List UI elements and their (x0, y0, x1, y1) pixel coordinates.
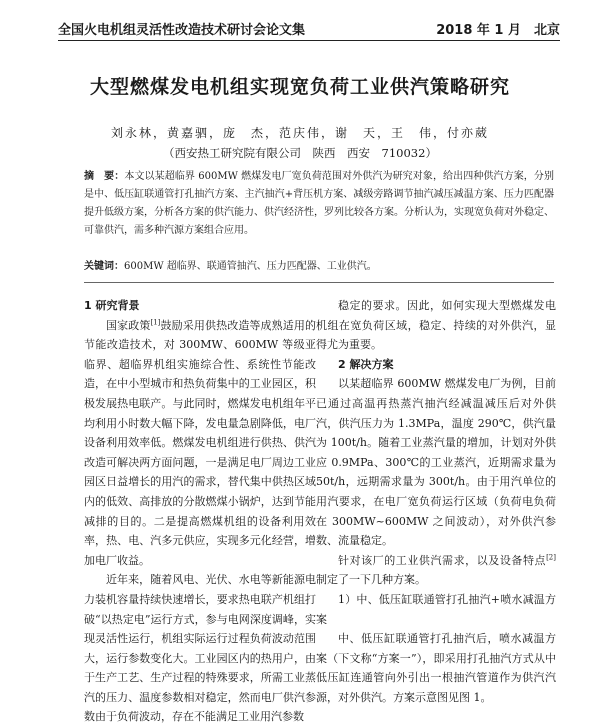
paragraph: 稳定的要求。因此，如何实现大型燃煤发电机组在宽负荷区域，稳定、持续的对外供汽，显得尤为重要。 (316, 299, 556, 352)
citation: [1] (150, 317, 161, 326)
paragraph-text: 制定了一下几种方案。 (316, 573, 426, 587)
keywords-text: 600MW 超临界、联通管抽汽、压力匹配器、工业供汽。 (124, 261, 377, 272)
citation: [2] (546, 553, 556, 562)
right-column (316, 296, 556, 707)
section-heading-solution: 2 解决方案 (338, 357, 394, 371)
affiliation: （西安热工研究院有限公司 陕西 西安 710032） (163, 146, 437, 160)
header-date-place: 2018 年 1 月 北京 (436, 23, 560, 38)
header-rule (58, 40, 560, 41)
paper-title: 大型燃煤发电机组实现宽负荷工业供汽策略研究 (89, 76, 510, 98)
paragraph: 近年来，随着风电、光伏、水电等新能源电力装机容量持续快速增长，要求热电联产机组打破“以热定电”运行方式，参与电网深度调峰，实现灵活性运行，机组实际运行过程负荷波动范围大，运行参数变化大。工业园区内的热用户，由于生产工艺、生产过程的特殊要求，所需工业蒸汽的压力、温度参数相对稳定，然而电厂供汽参数由于负荷波动，存在不能满足工业用汽参数 (84, 573, 316, 724)
header-proceedings-title: 全国火电机组灵活性改造技术研讨会论文集 (58, 23, 306, 38)
author-list: 刘永林，黄嘉驷，庞 杰，范庆伟，谢 天，王 伟，付亦葳 (110, 126, 489, 140)
abstract-text: 本文以某超临界 600MW 燃煤发电厂宽负荷范围对外供汽为研究对象，给出四种供汽方案，分别是中、低压缸联通管打孔抽汽方案、主汽抽汽+背压机方案、减级旁路调节抽汽减压减温方案、压力匹配器提升低级方案，分析各方案的供汽能力、供汽经济性，罗列比较各方案。分析认为，实现宽负荷对外稳定、可靠供汽，需多种汽源方案组合应用。 (84, 171, 554, 236)
section-heading-background: 1 研究背景 (84, 299, 140, 312)
keywords (84, 258, 554, 276)
left-column (84, 296, 316, 727)
abstract (84, 168, 554, 240)
section-divider (84, 282, 554, 283)
paragraph-text: 鼓励采用供热改造等成熟适用的节能改造技术，对 300MW、600MW 等级亚临界、超临界机组实施综合性、系统性节能改造，在中小型城市和热负荷集中的工业园区，积极发展热电联产。与此同时，燃煤发电机组年平均利用小时数大幅下降，发电量急剧降低，电厂设备利用效率低。燃煤发电机组进行供热、供汽改造可解决两方面问题，一是满足电厂周边工业园区日益增长的用汽的需求，替代集中供热区域内的低效、高排放的分散燃煤小锅炉，达到节能减排的目的。二是提高燃煤机组的设备利用效率，热、电、汽多元供应，实现多元化经营，增加电厂收益。 (84, 318, 317, 567)
running-header (58, 18, 560, 38)
paragraph-text: 针对该厂的工业供汽需求，以及设备特点 (338, 553, 547, 567)
paragraph (316, 551, 556, 590)
keywords-label: 关键词： (84, 261, 124, 272)
paragraph: 中、低压缸联通管打孔抽汽后，喷水减温方案（下文称“方案一”），即采用打孔抽汽方式从中低压缸连通管向外引出一根抽汽管道作为供汽汽源，对外供汽。方案示意图见图 1。 (316, 632, 556, 704)
paragraph: 1）中、低压缸联通管打孔抽汽+喷水减温方案 (316, 592, 556, 626)
paragraph-text: 国家政策 (106, 318, 151, 332)
abstract-label: 摘 要： (84, 171, 125, 182)
paragraph (84, 316, 316, 571)
paragraph: 以某超临界 600MW 燃煤发电厂为例，目前已通过高温再热蒸汽抽汽经减温减压后对外供汽，供汽压力为 1.3MPa，温度 290℃，供汽量为 100t/h。随着工业蒸汽量的增加，计划对外供应 0.9MPa、300℃的工业蒸汽，近期需求量为 50t/h，远期需求量为 300t/h。由于用汽单位的用汽要求，在电厂宽负荷运行区域（负荷电负荷在 300MW~600MW 之间波动），对外供汽参数、流量稳定。 (316, 377, 556, 548)
